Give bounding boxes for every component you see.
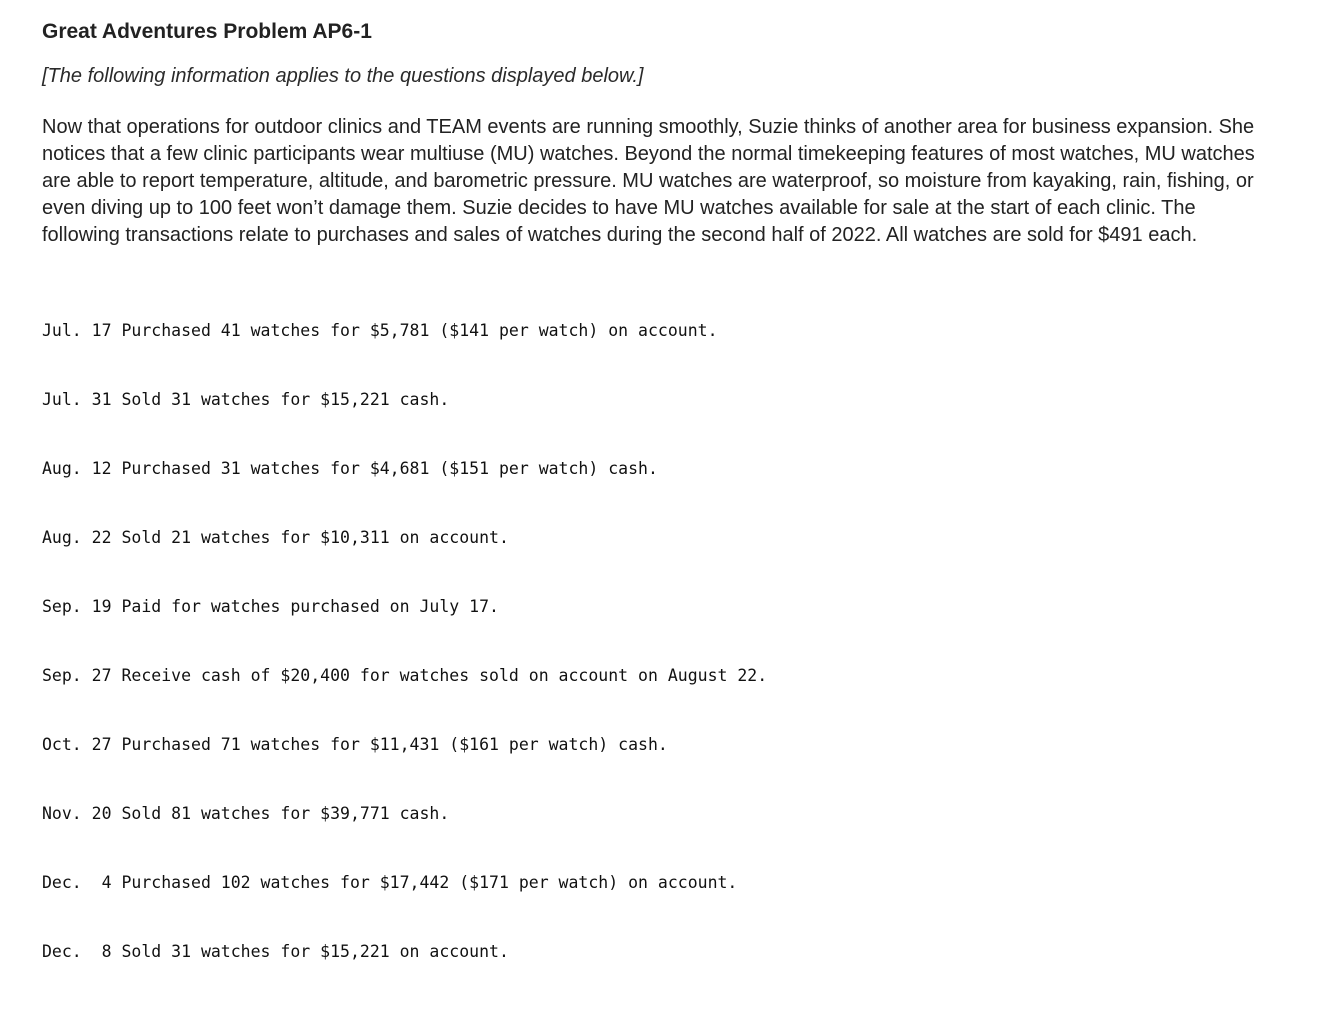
transaction-list <box>42 273 1282 1009</box>
problem-title: Great Adventures Problem AP6-1 <box>42 20 372 43</box>
transaction-line: Sep. 27 Receive cash of $20,400 for watches sold on account on August 22. <box>42 666 768 685</box>
transaction-line: Dec. 4 Purchased 102 watches for $17,442 ($171 per watch) on account. <box>42 873 738 892</box>
intro-note: [The following information applies to the questions displayed below.] <box>42 65 644 87</box>
transaction-line: Oct. 27 Purchased 71 watches for $11,431 ($161 per watch) cash. <box>42 735 668 754</box>
problem-content <box>42 17 1282 1009</box>
problem-description: Now that operations for outdoor clinics and TEAM events are running smoothly, Suzie thinks of another area for business expansion. She notices that a few clinic participants wear multiuse (MU) watches. Beyond the normal timekeeping features of most watches, MU watches are able to report temperature, altitude, and barometric pressure. MU watches are waterproof, so moisture from kayaking, rain, fishing, or even diving up to 100 feet won’t damage them. Suzie decides to have MU watches available for sale at the start of each clinic. The following transactions relate to purchases and sales of watches during the second half of 2022. All watches are sold for $491 each. <box>42 116 1255 246</box>
transaction-line: Dec. 8 Sold 31 watches for $15,221 on account. <box>42 942 509 961</box>
transaction-line: Jul. 31 Sold 31 watches for $15,221 cash. <box>42 390 450 409</box>
transaction-line: Jul. 17 Purchased 41 watches for $5,781 ($141 per watch) on account. <box>42 321 718 340</box>
transaction-line: Aug. 22 Sold 21 watches for $10,311 on account. <box>42 528 509 547</box>
transaction-line: Aug. 12 Purchased 31 watches for $4,681 ($151 per watch) cash. <box>42 459 658 478</box>
transaction-line: Sep. 19 Paid for watches purchased on July 17. <box>42 597 499 616</box>
transaction-line: Nov. 20 Sold 81 watches for $39,771 cash. <box>42 804 450 823</box>
